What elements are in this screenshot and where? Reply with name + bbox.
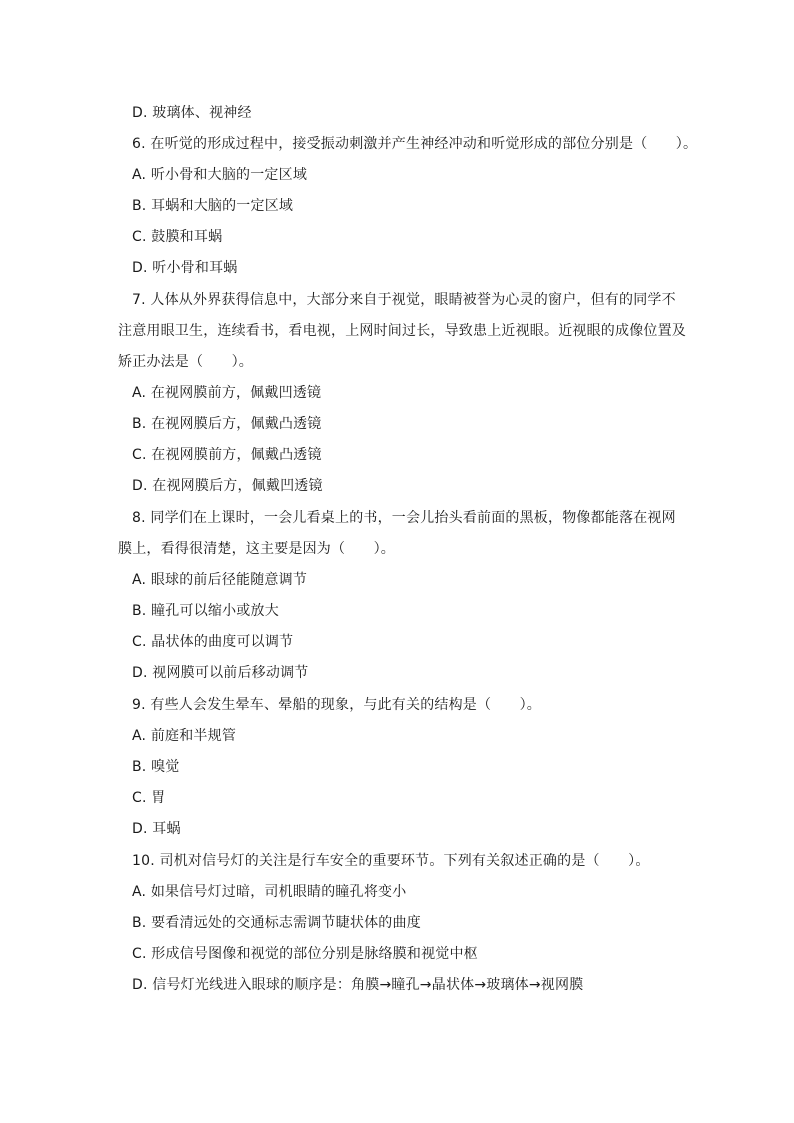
option-q8-c: C. 晶状体的曲度可以调节 [132,634,294,650]
option-q9-c: C. 胃 [132,790,166,806]
question-7-stem: 7. 人体从外界获得信息中，大部分来自于视觉，眼睛被誉为心灵的窗户，但有的同学不 [132,292,676,308]
option-q9-d: D. 耳蜗 [132,821,181,837]
option-q6-c: C. 鼓膜和耳蜗 [132,229,223,245]
option-q8-a: A. 眼球的前后径能随意调节 [132,572,308,588]
option-q7-a: A. 在视网膜前方，佩戴凹透镜 [132,385,322,401]
option-q6-b: B. 耳蜗和大脑的一定区域 [132,198,294,214]
option-q7-b: B. 在视网膜后方，佩戴凸透镜 [132,416,322,432]
question-9-stem: 9. 有些人会发生晕车、晕船的现象，与此有关的结构是（ ）。 [132,697,542,713]
option-q6-a: A. 听小骨和大脑的一定区域 [132,167,308,183]
option-q8-b: B. 瞳孔可以缩小或放大 [132,603,279,619]
question-10-stem: 10. 司机对信号灯的关注是行车安全的重要环节。下列有关叙述正确的是（ ）。 [132,853,650,869]
question-7-stem-cont: 矫正办法是（ ）。 [118,354,253,370]
question-8-stem: 8. 同学们在上课时，一会儿看桌上的书，一会儿抬头看前面的黑板，物像都能落在视网 [132,510,676,526]
option-q10-b: B. 要看清远处的交通标志需调节睫状体的曲度 [132,915,421,931]
question-7-stem-cont: 注意用眼卫生，连续看书，看电视，上网时间过长，导致患上近视眼。近视眼的成像位置及 [118,323,686,339]
option-q10-a: A. 如果信号灯过暗，司机眼睛的瞳孔将变小 [132,884,407,900]
option-q10-c: C. 形成信号图像和视觉的部位分别是脉络膜和视觉中枢 [132,946,478,962]
option-q8-d: D. 视网膜可以前后移动调节 [132,665,309,681]
option-q10-d: D. 信号灯光线进入眼球的顺序是：角膜→瞳孔→晶状体→玻璃体→视网膜 [132,977,584,993]
option-q5-d: D. 玻璃体、视神经 [132,105,252,121]
option-q7-d: D. 在视网膜后方，佩戴凹透镜 [132,478,323,494]
option-q9-a: A. 前庭和半规管 [132,728,237,744]
question-8-stem-cont: 膜上，看得很清楚，这主要是因为（ ）。 [118,541,395,557]
option-q6-d: D. 听小骨和耳蜗 [132,260,238,276]
question-6-stem: 6. 在听觉的形成过程中，接受振动刺激并产生神经冲动和听觉形成的部位分别是（ ）。 [132,136,698,152]
option-q7-c: C. 在视网膜前方，佩戴凸透镜 [132,447,322,463]
option-q9-b: B. 嗅觉 [132,759,180,775]
